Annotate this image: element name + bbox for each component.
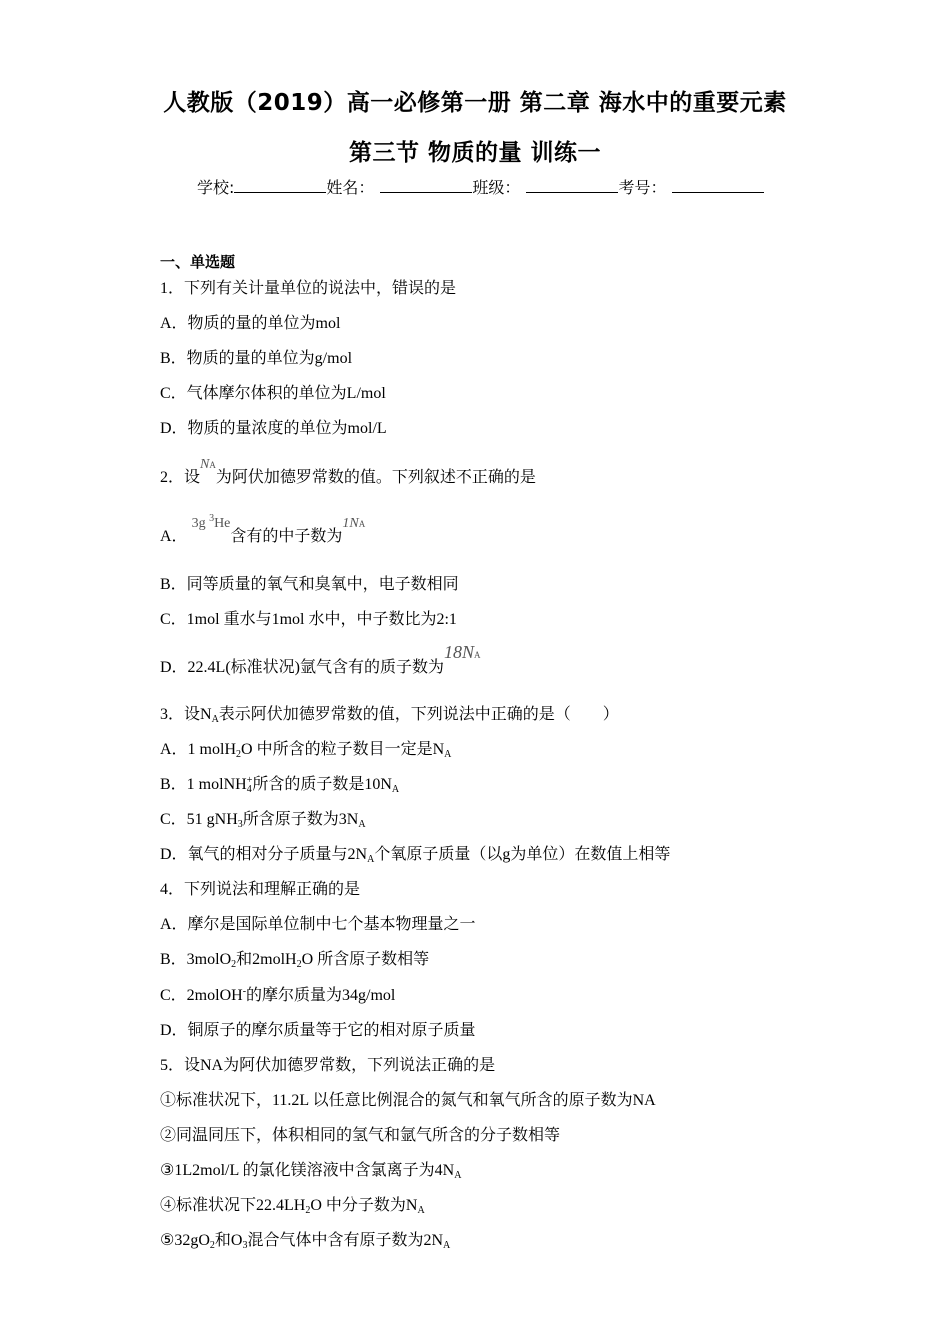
q1-option-d: D．物质的量浓度的单位为mol/L xyxy=(160,420,387,437)
class-blank[interactable] xyxy=(526,178,618,193)
q2-option-d: D．22.4L(标准状况)氩气含有的质子数为18NA xyxy=(160,642,481,676)
q2-stem: 2．设NA为阿伏加德罗常数的值。下列叙述不正确的是 xyxy=(160,457,536,486)
q4-stem: 4．下列说法和理解正确的是 xyxy=(160,881,361,898)
q3-stem: 3．设$N_A$表示阿伏加德罗常数的值，下列说法中正确的是（ ） xyxy=(160,706,619,725)
section-heading: 一、单选题 xyxy=(160,253,236,271)
q2-option-c: C．1mol 重水与1mol 水中，中子数比为2:1 xyxy=(160,611,457,628)
school-label: 学校: xyxy=(197,178,235,197)
q5-item-3: ③1L2mol/L 的氯化镁溶液中含氯离子为$4N_A$ xyxy=(160,1162,462,1181)
exam-number-blank[interactable] xyxy=(672,178,764,193)
q4-option-a: A．摩尔是国际单位制中七个基本物理量之一 xyxy=(160,916,476,933)
q4-option-c: C．2molOH-的摩尔质量为34g/mol xyxy=(160,986,396,1004)
helium-formula: 3g $^3$He xyxy=(191,513,231,531)
q5-item-2: ②同温同压下，体积相同的氢气和氩气所含的分子数相等 xyxy=(160,1127,561,1144)
name-label: 姓名： xyxy=(326,178,375,197)
q1-option-a: A．物质的量的单位为mol xyxy=(160,315,341,332)
school-blank[interactable] xyxy=(234,178,326,193)
q3-option-a: A．1 molH$_2$O 中所含的粒子数目一定是$N_A$ xyxy=(160,741,452,760)
na-formula: 18NA xyxy=(444,642,481,662)
q3-option-d: D．氧气的相对分子质量与$2N_A$个氧原子质量（以g为单位）在数值上相等 xyxy=(160,846,671,865)
q5-item-4: ④标准状况下$22.4LH_2O$ 中分子数为$N_A$ xyxy=(160,1197,425,1216)
q5-item-5: $⑤32gO_2$和$O_3$混合气体中含有原子数为$2N_A$ xyxy=(160,1232,451,1251)
na-formula: 1NA xyxy=(342,516,366,531)
student-info-fields xyxy=(197,175,764,198)
na-formula: NA xyxy=(200,457,216,472)
q2-option-b: B．同等质量的氧气和臭氧中，电子数相同 xyxy=(160,576,459,593)
q5-item-1: ①标准状况下，11.2L 以任意比例混合的氮气和氧气所含的原子数为NA xyxy=(160,1092,656,1109)
q2-option-a: A． 3g $^3$He含有的中子数为1NA xyxy=(160,513,366,545)
title-line-2: 第三节 物质的量 训练一 xyxy=(348,140,601,166)
q1-option-c: C．气体摩尔体积的单位为L/mol xyxy=(160,385,386,402)
name-blank[interactable] xyxy=(380,178,472,193)
q4-option-d: D．铜原子的摩尔质量等于它的相对原子质量 xyxy=(160,1022,476,1039)
q5-stem: 5．设NA为阿伏加德罗常数，下列说法正确的是 xyxy=(160,1057,496,1074)
class-label: 班级： xyxy=(472,178,521,197)
q1-option-b: B．物质的量的单位为g/mol xyxy=(160,350,353,367)
q1-stem: 1．下列有关计量单位的说法中，错误的是 xyxy=(160,280,457,297)
q4-option-b: B．3molO$_2$和2molH$_2$O 所含原子数相等 xyxy=(160,951,430,970)
title-line-1: 人教版（2019）高一必修第一册 第二章 海水中的重要元素 xyxy=(163,90,787,116)
q3-option-b: B．1 molNH$_4$+所含的质子数是$10N_A$ xyxy=(160,775,400,795)
q3-option-c: C．51 gNH$_3$所含原子数为$3N_A$ xyxy=(160,811,366,830)
exam-number-label: 考号： xyxy=(618,178,667,197)
